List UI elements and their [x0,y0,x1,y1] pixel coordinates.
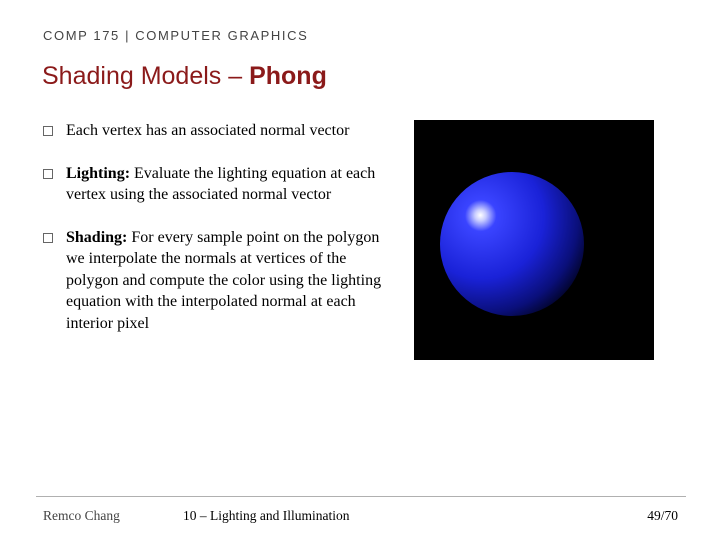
footer-lecture-title: 10 – Lighting and Illumination [183,508,350,523]
sphere-graphic [414,120,654,360]
bullet-item [43,120,393,142]
footer-author: Remco Chang [43,508,120,523]
bullet-lead: Shading: [66,228,128,246]
footer-page-number: 49/70 [647,508,678,523]
bullet-body: Evaluate the lighting equation at each vertex using the associated normal vector [66,164,376,203]
checkbox-square-icon [43,126,53,136]
bullet-list [43,120,393,355]
slide-title [42,62,327,91]
bullet-body: Each vertex has an associated normal vector [66,122,350,139]
footer-divider [36,496,686,497]
bullet-text [66,163,391,206]
bullet-body: For every sample point on the polygon we interpolate the normals at vertices of the polygon and compute the color using the lighting equation with the interpolated normal at each interior pixel [66,228,382,332]
bullet-text [66,120,391,142]
bullet-item [43,163,393,206]
bullet-text [66,227,391,335]
checkbox-square-icon [43,169,53,179]
phong-sphere-image [414,120,654,360]
course-header: COMP 175 | COMPUTER GRAPHICS [43,28,309,43]
bullet-lead: Lighting: [66,164,131,182]
checkbox-square-icon [43,233,53,243]
sphere [440,172,584,316]
slide-title-main: Shading Models – [42,62,250,90]
slide-title-accent: Phong [249,62,327,90]
bullet-item [43,227,393,335]
